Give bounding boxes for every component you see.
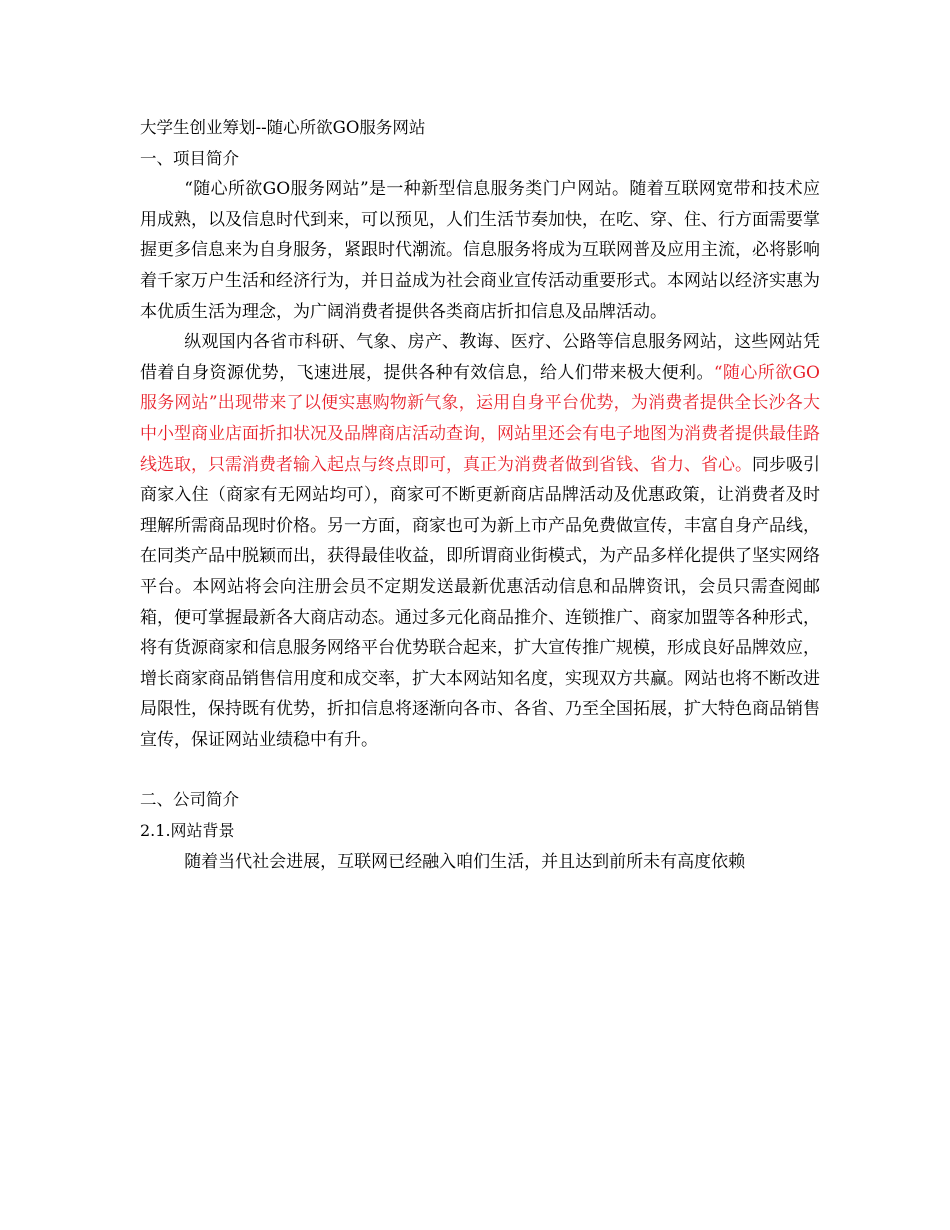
section-heading-company-intro: 二、公司简介 <box>140 790 239 810</box>
paragraph-merchant-details: 同步吸引商家入住（商家有无网站均可），商家可不断更新商店品牌活动及优惠政策，让消费者及时理解所需商品现时价格。另一方面，商家也可为新上市产品免费做宣传，丰富自身产品线，在同类产品中脱颖而出，获得最佳收益，即所谓商业街模式，为产品多样化提供了坚实网络平台。本网站将会向注册会员不定期发送最新优惠活动信息和品牌资讯，会员只需查阅邮箱，便可掌握最新各大商店动态。通过多元化商品推介、连锁推广、商家加盟等各种形式，将有货源商家和信息服务网络平台优势联合起来，扩大宣传推广规模，形成良好品牌效应，增长商家商品销售信用度和成交率，扩大本网站知名度，实现双方共赢。网站也将不断改进局限性，保持既有优势，折扣信息将逐渐向各市、各省、乃至全国拓展，扩大特色商品销售宣传，保证网站业绩稳中有升。 <box>140 454 820 750</box>
highlighted-text-site-advantages: “随心所欲GO服务网站”出现带来了以便实惠购物新气象，运用自身平台优势，为消费者提供全长沙各大中小型商业店面折扣状况及品牌商店活动查询，网站里还会有电子地图为消费者提供最佳路线选取，只需消费者输入起点与终点即可，真正为消费者做到省钱、省力、省心。 <box>140 362 820 475</box>
paragraph-website-background: 随着当代社会进展，互联网已经融入咱们生活，并且达到前所未有高度依赖 <box>184 851 746 872</box>
paragraph-project-overview: “随心所欲GO服务网站”是一种新型信息服务类门户网站。随着互联网宽带和技术应用成熟，以及信息时代到来，可以预见，人们生活节奏加快，在吃、穿、住、行方面需要掌握更多信息来为自身服务，紧跟时代潮流。信息服务将成为互联网普及应用主流，必将影响着千家万户生活和经济行为，并日益成为社会商业宣传活动重要形式。本网站以经济实惠为本优质生活为理念，为广阔消费者提供各类商店折扣信息及品牌活动。 <box>140 179 820 322</box>
subsection-heading-website-background: 2.1.网站背景 <box>140 821 235 841</box>
document-title: 大学生创业筹划--随心所欲GO服务网站 <box>140 118 426 137</box>
paragraph-spacer <box>140 755 820 785</box>
document-body <box>140 113 820 877</box>
paragraph-market-analysis <box>140 327 820 755</box>
paragraph-market-intro: 纵观国内各省市科研、气象、房产、教诲、医疗、公路等信息服务网站，这些网站凭借着自身资源优势，飞速进展，提供各种有效信息，给人们带来极大便利。 <box>140 332 820 383</box>
section-heading-project-intro: 一、项目简介 <box>140 148 239 168</box>
